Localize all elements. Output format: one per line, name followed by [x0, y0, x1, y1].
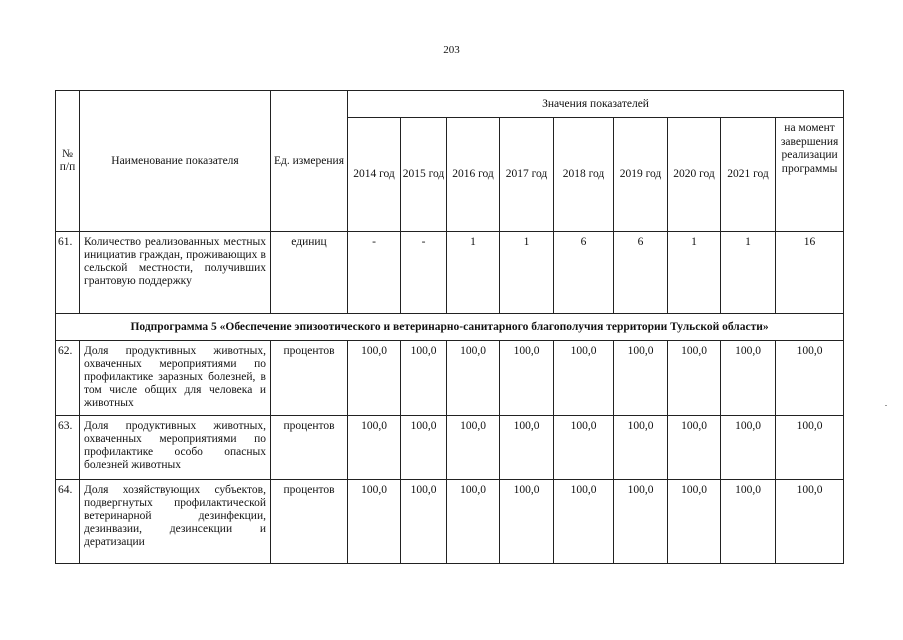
- row-value: 100,0: [721, 341, 776, 416]
- row-value: 1: [721, 232, 776, 314]
- header-values-group: Значения показателей: [348, 91, 844, 118]
- row-unit: процентов: [271, 341, 348, 416]
- header-year: 2020 год: [668, 118, 721, 232]
- indicators-table: [55, 90, 844, 564]
- row-index: 62.: [56, 341, 80, 416]
- row-value: 100,0: [401, 416, 447, 480]
- row-value: 100,0: [776, 416, 844, 480]
- header-year: 2021 год: [721, 118, 776, 232]
- table-row: [56, 480, 844, 564]
- row-value: 1: [668, 232, 721, 314]
- row-unit: процентов: [271, 480, 348, 564]
- row-value: 6: [614, 232, 668, 314]
- row-value: 100,0: [721, 416, 776, 480]
- row-value: 100,0: [668, 416, 721, 480]
- row-value: 100,0: [668, 480, 721, 564]
- header-final: на момент завершения реализации программы: [776, 118, 844, 232]
- row-value: 100,0: [348, 480, 401, 564]
- row-value: 100,0: [348, 416, 401, 480]
- row-value: -: [348, 232, 401, 314]
- row-value: 100,0: [721, 480, 776, 564]
- page-number: 203: [443, 44, 460, 56]
- subprogram-title: Подпрограмма 5 «Обеспечение эпизоотического и ветеринарно-санитарного благополучия территории Тульской области»: [56, 314, 844, 341]
- row-value: 100,0: [554, 341, 614, 416]
- row-value: 100,0: [554, 416, 614, 480]
- table-row: [56, 341, 844, 416]
- row-value: 1: [500, 232, 554, 314]
- header-year: 2016 год: [447, 118, 500, 232]
- row-value: 1: [447, 232, 500, 314]
- table-row: [56, 416, 844, 480]
- row-value: 100,0: [614, 341, 668, 416]
- header-name: Наименование показателя: [80, 91, 271, 232]
- row-index: 63.: [56, 416, 80, 480]
- row-value: 100,0: [554, 480, 614, 564]
- row-value: 100,0: [776, 341, 844, 416]
- row-value: 100,0: [668, 341, 721, 416]
- row-name: Количество реализованных местных инициатив граждан, проживающих в сельской местности, получивших грантовую поддержку: [80, 232, 271, 314]
- row-value: 16: [776, 232, 844, 314]
- row-value: 100,0: [401, 480, 447, 564]
- row-value: 100,0: [614, 416, 668, 480]
- row-name: Доля хозяйствующих субъектов, подвергнутых профилактической ветеринарной дезинфекции, дезинвазии, дезинсекции и дератизации: [80, 480, 271, 564]
- row-value: 100,0: [776, 480, 844, 564]
- row-unit: процентов: [271, 416, 348, 480]
- header-year: 2017 год: [500, 118, 554, 232]
- scan-mark: [885, 405, 887, 406]
- row-value: 6: [554, 232, 614, 314]
- header-unit: Ед. измерения: [271, 91, 348, 232]
- row-name: Доля продуктивных животных, охваченных мероприятиями по профилактике особо опасных болезней животных: [80, 416, 271, 480]
- row-value: 100,0: [447, 341, 500, 416]
- row-value: 100,0: [500, 341, 554, 416]
- row-value: 100,0: [348, 341, 401, 416]
- row-value: -: [401, 232, 447, 314]
- row-value: 100,0: [500, 416, 554, 480]
- row-value: 100,0: [401, 341, 447, 416]
- row-index: 64.: [56, 480, 80, 564]
- row-name: Доля продуктивных животных, охваченных мероприятиями по профилактике заразных болезней, в том числе общих для человека и животных: [80, 341, 271, 416]
- row-unit: единиц: [271, 232, 348, 314]
- header-year: 2014 год: [348, 118, 401, 232]
- header-index: № п/п: [56, 91, 80, 232]
- row-index: 61.: [56, 232, 80, 314]
- row-value: 100,0: [447, 416, 500, 480]
- header-year: 2019 год: [614, 118, 668, 232]
- table-row: [56, 232, 844, 314]
- row-value: 100,0: [500, 480, 554, 564]
- header-year: 2018 год: [554, 118, 614, 232]
- row-value: 100,0: [614, 480, 668, 564]
- header-year: 2015 год: [401, 118, 447, 232]
- subprogram-row: [56, 314, 844, 341]
- row-value: 100,0: [447, 480, 500, 564]
